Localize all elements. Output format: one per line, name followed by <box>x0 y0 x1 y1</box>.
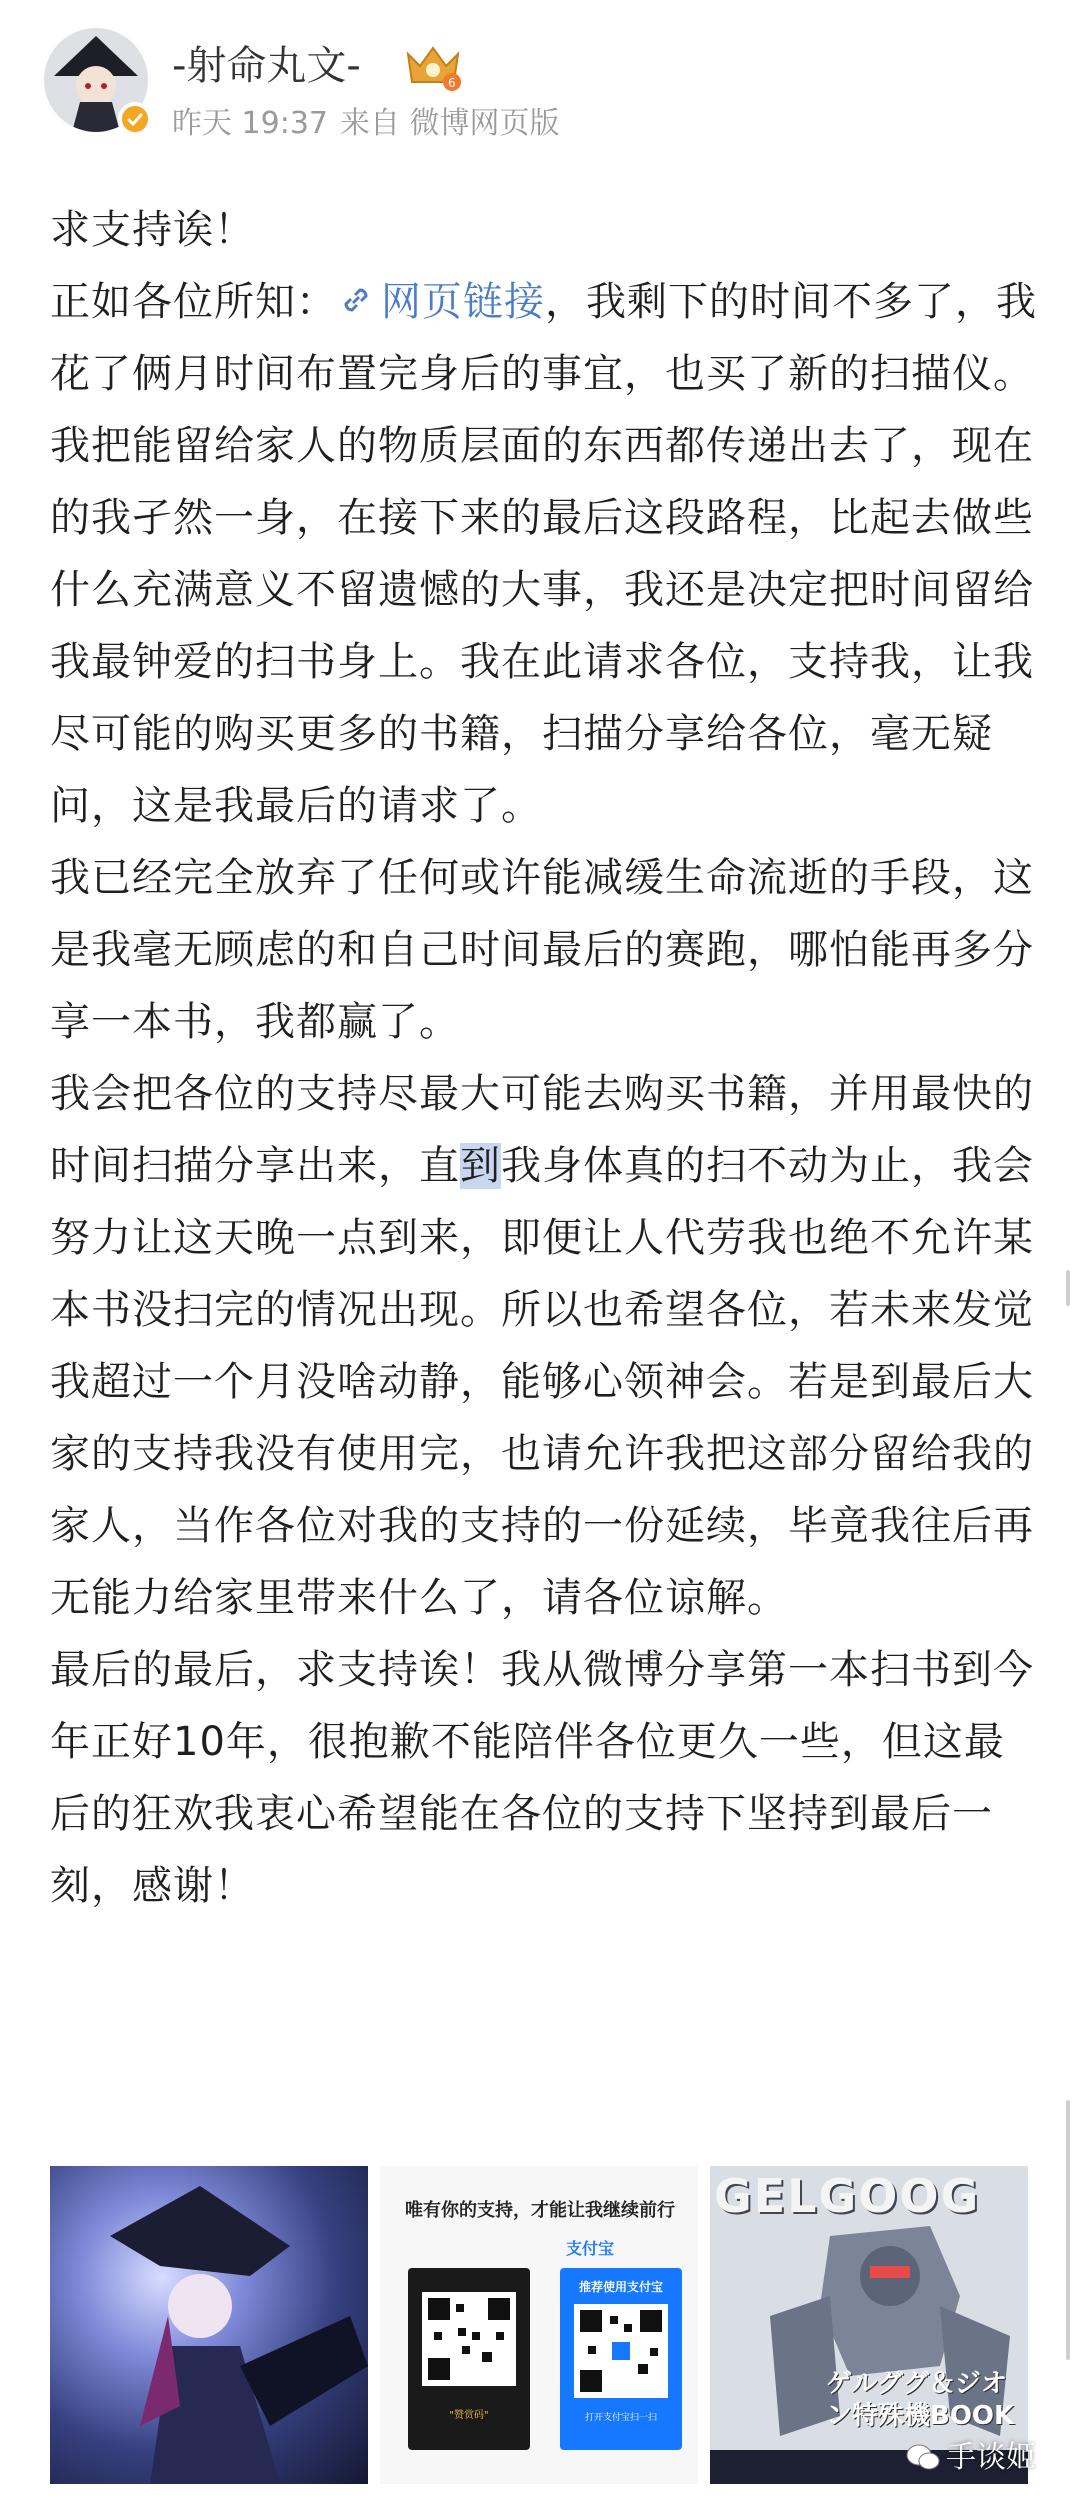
paragraph-text: 我会把各位的支持尽最大可能去购买书籍，并用最快的时间扫描分享出来，直 <box>50 1071 1034 1189</box>
svg-text:6: 6 <box>448 76 456 90</box>
paragraph <box>50 1058 1040 1634</box>
alipay-logo: 支付宝 <box>566 2239 615 2258</box>
wechat-qr-card <box>408 2268 530 2450</box>
post-header <box>44 28 1044 158</box>
post-text <box>50 194 1040 1922</box>
paragraph <box>50 266 1040 842</box>
wechat-icon <box>906 2443 940 2473</box>
image-thumb-character[interactable] <box>50 2166 368 2484</box>
donation-banner: 唯有你的支持，才能让我继续前行 <box>405 2200 675 2221</box>
alipay-qr-code <box>574 2304 668 2398</box>
wechat-qr-code <box>422 2292 516 2386</box>
post-time: 昨天 19:37 <box>172 106 328 141</box>
wechat-caption: "赞赏码" <box>449 2410 489 2421</box>
scrollbar-thumb[interactable] <box>1066 2100 1070 2360</box>
alipay-header: 推荐使用支付宝 <box>578 2280 663 2294</box>
link-icon <box>337 281 375 319</box>
paragraph-text: 我身体真的扫不动为止，我会努力让这天晚一点到来，即便让人代劳我也绝不允许某本书没扫完的情况出现。所以也希望各位，若未来发觉我超过一个月没啥动静，能够心领神会。若是到最后大家的支持我没有使用完，也请允许我把这部分留给我的家人，当作各位对我的支持的一份延续，毕竟我往后再无能力给家里带来什么了，请各位谅解。 <box>50 1143 1034 1621</box>
book-subtitle: ゲルググ＆ジオン特殊機BOOK <box>826 2369 1015 2431</box>
paragraph: 求支持诶！ <box>50 207 255 253</box>
alipay-caption: 打开支付宝扫一扫 <box>584 2413 657 2423</box>
paragraph-text: 正如各位所知： <box>50 279 337 325</box>
paragraph-text: ，我剩下的时间不多了，我花了俩月时间布置完身后的事宜，也买了新的扫描仪。我把能留给家人的物质层面的东西都传递出去了，现在的我孑然一身，在接下来的最后这段路程，比起去做些什么充满意义不留遗憾的大事，我还是决定把时间留给我最钟爱的扫书身上。我在此请求各位，支持我，让我尽可能的购买更多的书籍，扫描分享给各位，毫无疑问，这是我最后的请求了。 <box>50 279 1037 829</box>
paragraph: 最后的最后，求支持诶！我从微博分享第一本扫书到今年正好10年，很抱歉不能陪伴各位更久一些，但这最后的狂欢我衷心希望能在各位的支持下坚持到最后一刻，感谢！ <box>50 1647 1034 1909</box>
paragraph: 我已经完全放弃了任何或许能减缓生命流逝的手段，这是我毫无顾虑的和自己时间最后的赛跑，哪怕能再多分享一本书，我都赢了。 <box>50 855 1034 1045</box>
image-grid <box>50 2166 1030 2486</box>
watermark-text: 手谈姬 <box>946 2440 1036 2475</box>
watermark <box>906 2432 1036 2476</box>
user-name[interactable]: -射命丸文- <box>172 43 361 89</box>
alipay-qr-card <box>560 2268 682 2450</box>
web-link[interactable] <box>337 279 545 325</box>
book-title: GELGOOG <box>714 2169 981 2223</box>
scrollbar-mark[interactable] <box>1066 1270 1070 1306</box>
text-selection[interactable]: 到 <box>460 1143 501 1189</box>
member-crown-icon[interactable] <box>402 40 464 92</box>
verified-badge-icon <box>118 102 152 136</box>
image-thumb-donation[interactable] <box>380 2166 698 2484</box>
character-illustration <box>50 2166 368 2484</box>
post-source: 来自 微博网页版 <box>340 106 560 141</box>
post-meta <box>172 104 572 144</box>
web-link-label: 网页链接 <box>381 279 545 325</box>
